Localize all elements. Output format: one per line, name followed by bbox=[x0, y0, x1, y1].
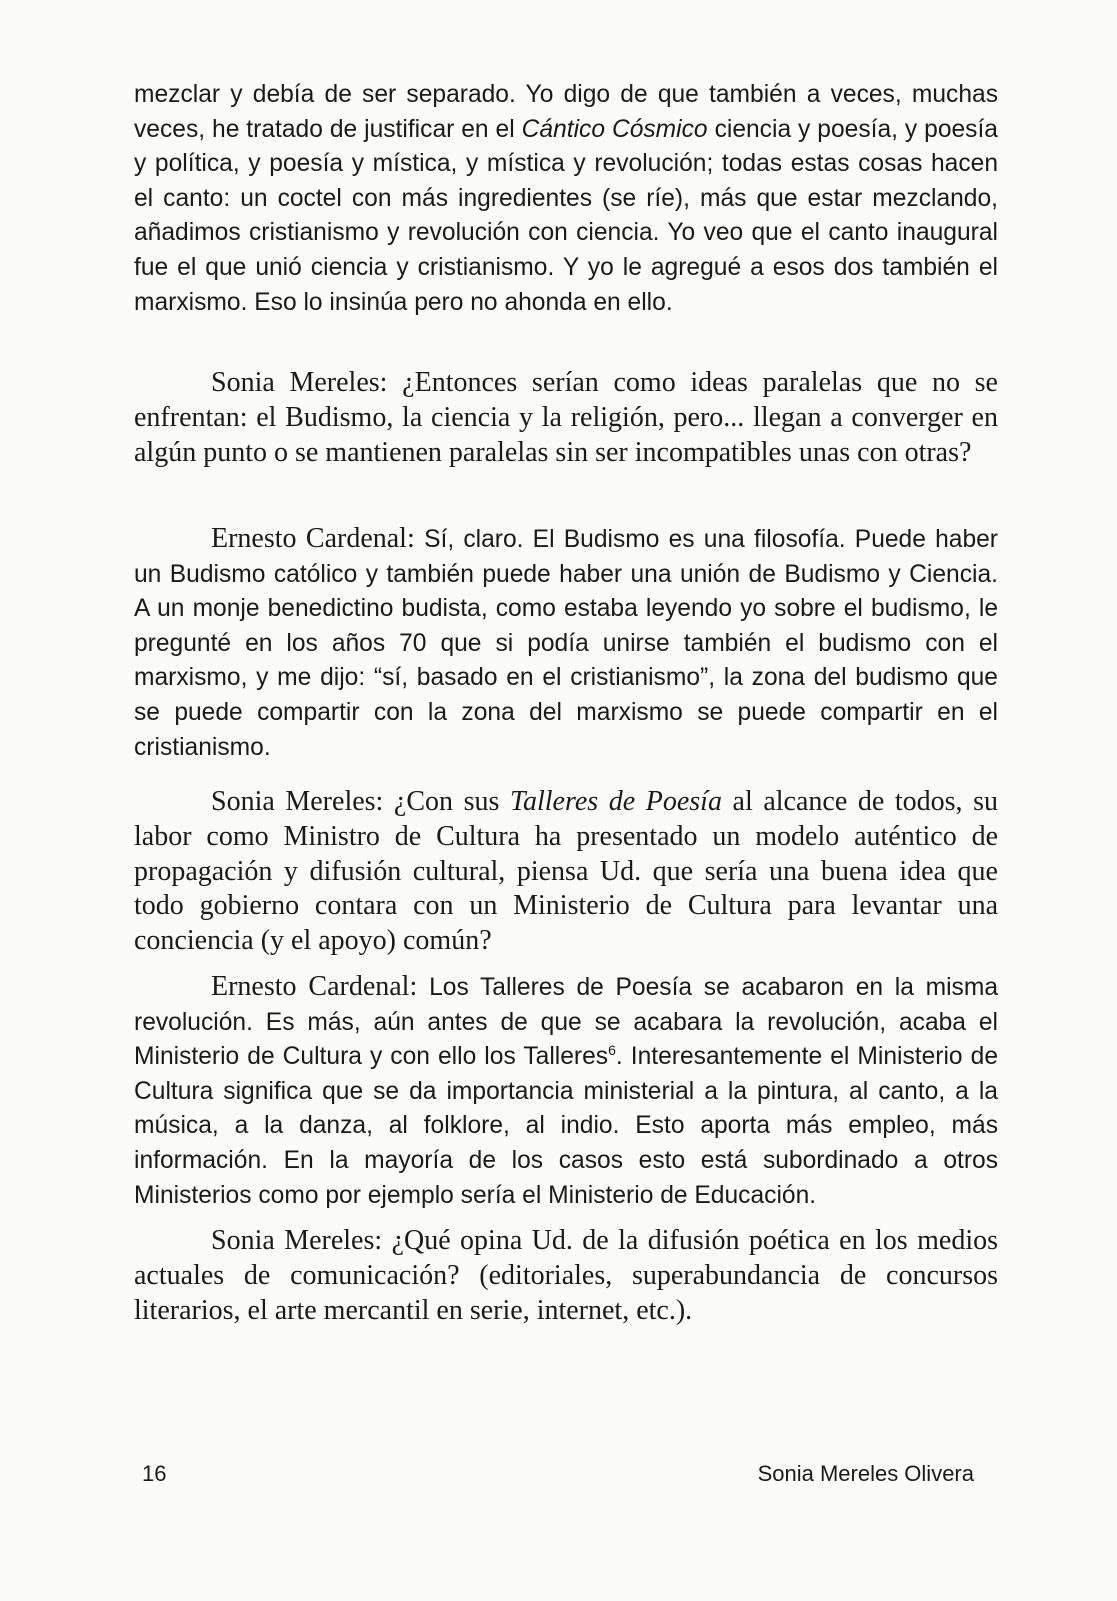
footnote-marker: 6 bbox=[608, 1042, 616, 1058]
answer-paragraph bbox=[134, 522, 998, 765]
question-text: ¿Qué opina Ud. de la difusión poética en los medios actuales de comunicación? (editoriales, superabundancia de concursos literarios, el arte mercantil en serie, internet, etc.). bbox=[134, 1225, 998, 1326]
answer-text: Los Talleres de Poesía se acabaron en la misma revolución. Es más, aún antes de que se acabara la revolución, acaba el Ministerio de Cultura y con ello los Talleres bbox=[134, 974, 998, 1071]
paragraph-continuation bbox=[134, 78, 998, 320]
speaker-name: Sonia Mereles: bbox=[211, 367, 403, 398]
question-text: ¿Entonces serían como ideas paralelas que no se enfrentan: el Budismo, la ciencia y la religión, pero... llegan a converger en algún punto o se mantienen paralelas sin ser incompatibles unas con otras? bbox=[134, 367, 998, 468]
paragraph-text: ciencia y poesía, y poesía y política, y poesía y mística, y mística y revolución; todas estas cosas hacen el canto: un coctel con más ingredientes (se ríe), más que estar mezclando, añadimos cristianismo y revolución con ciencia. Yo veo que el canto inaugural fue el que unió ciencia y cristianismo. Y yo le agregué a esos dos también el marxismo. Eso lo insinúa pero no ahonda en ello. bbox=[134, 115, 998, 316]
question-paragraph bbox=[134, 1224, 998, 1328]
question-paragraph bbox=[134, 366, 998, 470]
question-text: al alcance de todos, su labor como Ministro de Cultura ha presentado un modelo auténtico de propagación y difusión cultural, piensa Ud. que sería una buena idea que todo gobierno contara con un Ministerio de Cultura para levantar una conciencia (y el apoyo) común? bbox=[134, 786, 998, 957]
speaker-name: Ernesto Cardenal: bbox=[211, 971, 430, 1002]
speaker-name: Sonia Mereles: bbox=[211, 1225, 392, 1256]
answer-text: . Interesantemente el Ministerio de Cultura significa que se da importancia ministerial a la pintura, al canto, a la música, a la danza, al folklore, al indio. Esto aporta más empleo, más información. En la mayoría de los casos esto está subordinado a otros Ministerios como por ejemplo sería el Ministerio de Educación. bbox=[134, 1043, 998, 1209]
work-title: Talleres de Poesía bbox=[509, 786, 722, 817]
page-number: 16 bbox=[142, 1461, 167, 1486]
running-footer-author: Sonia Mereles Olivera bbox=[757, 1461, 974, 1486]
speaker-name: Sonia Mereles: bbox=[211, 786, 394, 817]
paragraph-text: mezclar y debía de ser separado. Yo digo de que también a veces, muchas veces, he tratado de justificar en el bbox=[134, 81, 998, 143]
work-title: Cántico Cósmico bbox=[521, 115, 708, 143]
speaker-name: Ernesto Cardenal: bbox=[211, 523, 425, 554]
answer-text: Sí, claro. El Budismo es una filosofía. Puede haber un Budismo católico y también puede haber una unión de Budismo y Ciencia. A un monje benedictino budista, como estaba leyendo yo sobre el budismo, le pregunté en los años 70 que si podía unirse también el budismo con el marxismo, y me dijo: “sí, basado en el cristianismo”, la zona del budismo que se puede compartir con la zona del marxismo se puede compartir en el cristianismo. bbox=[134, 526, 998, 761]
answer-paragraph bbox=[134, 970, 998, 1213]
question-text: ¿Con sus bbox=[393, 786, 510, 817]
question-paragraph bbox=[134, 785, 998, 959]
